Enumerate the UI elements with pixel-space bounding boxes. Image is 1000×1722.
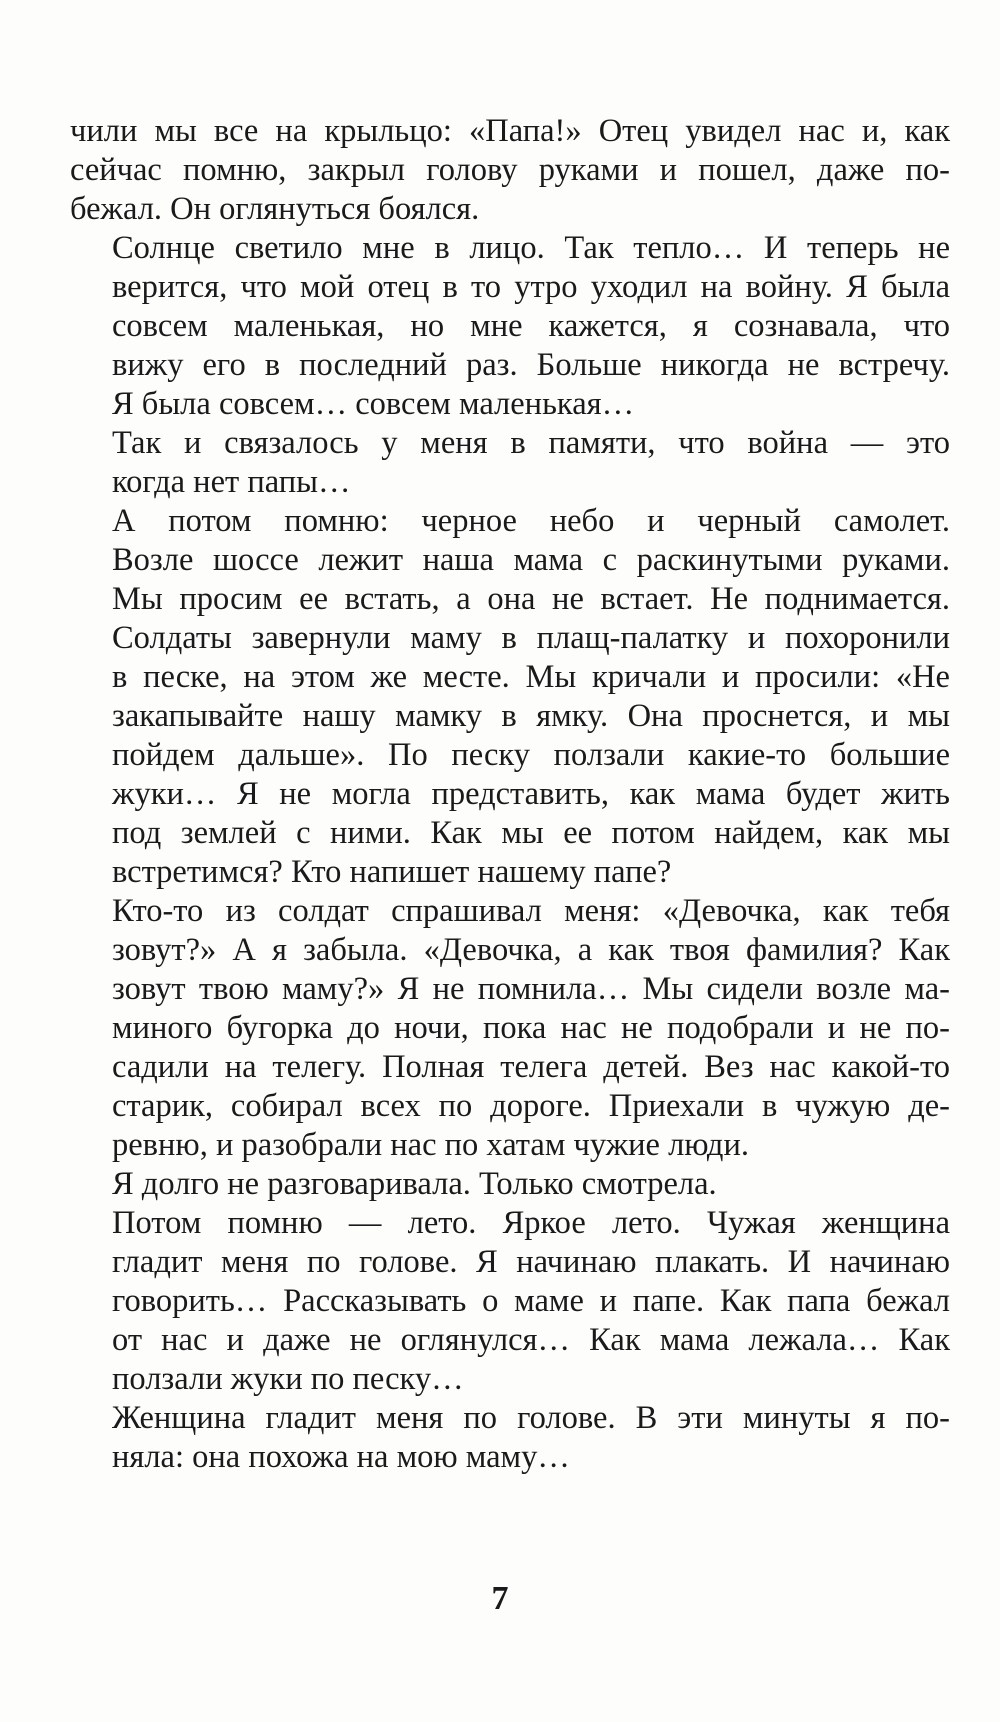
text-line: Солнце светило мне в лицо. Так тепло… И теперь не xyxy=(112,230,950,266)
text-line: Возле шоссе лежит наша мама с раскинутыми руками. xyxy=(112,542,950,578)
text-line: Солдаты завернули маму в плащ-палатку и похоронили xyxy=(112,620,950,656)
text-line: встретимся? Кто напишет нашему папе? xyxy=(112,854,672,890)
text-line: гладит меня по голове. Я начинаю плакать. И начинаю xyxy=(112,1244,950,1280)
text-line: чили мы все на крыльцо: «Папа!» Отец увидел нас и, как xyxy=(70,113,950,149)
text-line: Мы просим ее встать, а она не встает. Не поднимается. xyxy=(112,581,950,617)
paragraph xyxy=(70,112,950,229)
text-line: Так и связалось у меня в памяти, что война — это xyxy=(112,425,950,461)
text-line: верится, что мой отец в то утро уходил на войну. Я была xyxy=(112,269,950,305)
text-line: Кто-то из солдат спрашивал меня: «Девочка, как тебя xyxy=(112,893,950,929)
text-line: Женщина гладит меня по голове. В эти минуты я по- xyxy=(112,1400,950,1436)
paragraph xyxy=(70,424,950,502)
page-text xyxy=(70,112,950,1477)
paragraph xyxy=(70,502,950,892)
text-line: Я была совсем… совсем маленькая… xyxy=(112,386,635,422)
text-line: закапывайте нашу мамку в ямку. Она проснется, и мы xyxy=(112,698,950,734)
text-line: под землей с ними. Как мы ее потом найдем, как мы xyxy=(112,815,950,851)
text-line: А потом помню: черное небо и черный самолет. xyxy=(112,503,950,539)
text-line: Потом помню — лето. Яркое лето. Чужая женщина xyxy=(112,1205,950,1241)
text-line: миного бугорка до ночи, пока нас не подобрали и не по- xyxy=(112,1010,950,1046)
text-line: вижу его в последний раз. Больше никогда не встречу. xyxy=(112,347,950,383)
text-line: ревню, и разобрали нас по хатам чужие люди. xyxy=(112,1127,749,1163)
text-line: когда нет папы… xyxy=(112,464,351,500)
paragraph xyxy=(70,892,950,1165)
text-line: зовут твою маму?» Я не помнила… Мы сидели возле ма- xyxy=(112,971,950,1007)
text-line: Я долго не разговаривала. Только смотрела. xyxy=(112,1166,717,1202)
text-line: жуки… Я не могла представить, как мама будет жить xyxy=(112,776,950,812)
page-number: 7 xyxy=(491,1580,509,1617)
text-line: сейчас помню, закрыл голову руками и пошел, даже по- xyxy=(70,152,950,188)
text-line: от нас и даже не оглянулся… Как мама лежала… Как xyxy=(112,1322,950,1358)
paragraph xyxy=(70,229,950,424)
text-line: в песке, на этом же месте. Мы кричали и просили: «Не xyxy=(112,659,950,695)
paragraph xyxy=(70,1204,950,1399)
text-line: старик, собирал всех по дороге. Приехали в чужую де- xyxy=(112,1088,950,1124)
text-line: совсем маленькая, но мне кажется, я сознавала, что xyxy=(112,308,950,344)
text-line: ползали жуки по песку… xyxy=(112,1361,464,1397)
paragraph xyxy=(70,1165,950,1204)
text-line: пойдем дальше». По песку ползали какие-то большие xyxy=(112,737,950,773)
text-line: садили на телегу. Полная телега детей. Вез нас какой-то xyxy=(112,1049,950,1085)
paragraph xyxy=(70,1399,950,1477)
text-line: зовут?» А я забыла. «Девочка, а как твоя фамилия? Как xyxy=(112,932,950,968)
text-line: говорить… Рассказывать о маме и папе. Как папа бежал xyxy=(112,1283,950,1319)
text-line: няла: она похожа на мою маму… xyxy=(112,1439,570,1475)
text-line: бежал. Он оглянуться боялся. xyxy=(70,191,480,227)
